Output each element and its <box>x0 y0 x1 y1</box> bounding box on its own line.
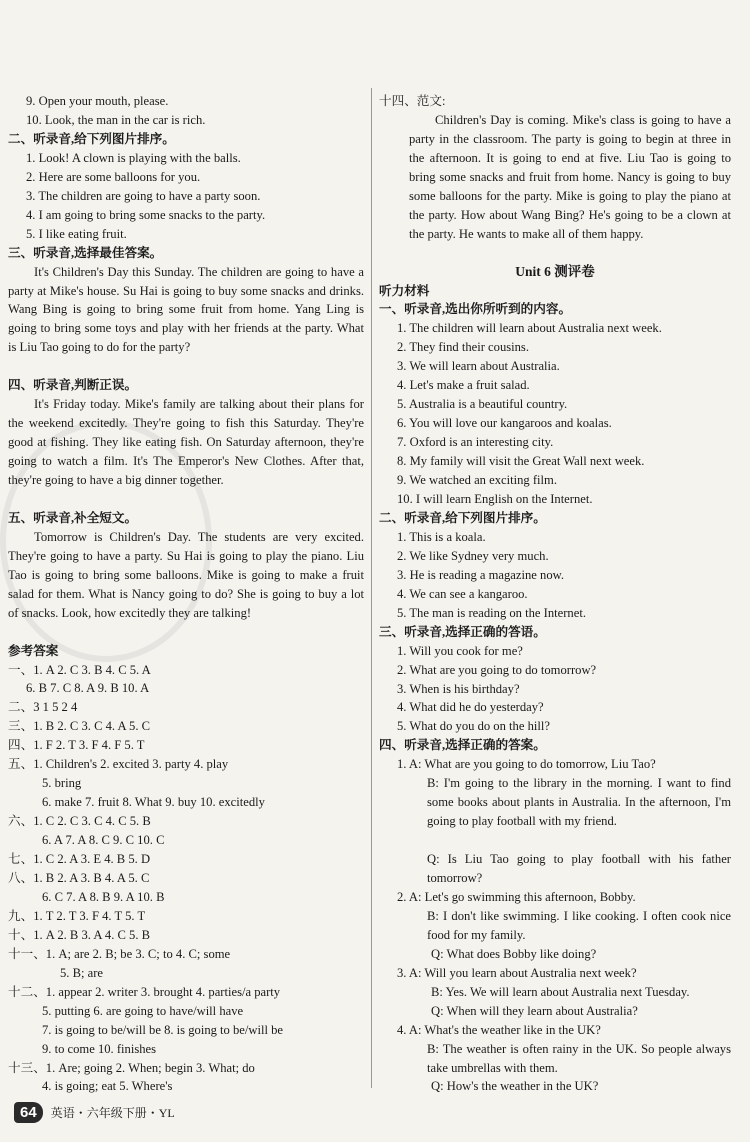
text-line: 2. They find their cousins. <box>397 340 529 355</box>
text-line: 7. is going to be/will be 8. is going to be/will be <box>42 1022 284 1037</box>
text-line: 9. to come 10. finishes <box>42 1041 157 1056</box>
text-line: B: Yes. We will learn about Australia next Tuesday. <box>431 984 690 999</box>
text-line: 五、1. Children's 2. excited 3. party 4. play <box>8 757 229 772</box>
text-line: 四、1. F 2. T 3. F 4. F 5. T <box>8 738 145 753</box>
text-line: 3. He is reading a magazine now. <box>397 567 565 582</box>
text-line: 5. B; are <box>60 965 104 980</box>
text-line: 5. bring <box>42 776 82 791</box>
left-column <box>8 92 364 1096</box>
section-heading: 听力材料 <box>379 283 430 298</box>
text-line: 一、1. A 2. C 3. B 4. C 5. A <box>8 662 151 677</box>
text-line: 1. The children will learn about Australia next week. <box>397 321 662 336</box>
text-line: Q: When will they learn about Australia? <box>431 1003 638 1018</box>
text-line: 10. I will learn English on the Internet. <box>397 491 593 506</box>
text-line: 2. What are you going to do tomorrow? <box>397 662 597 677</box>
text-line: 2. Here are some balloons for you. <box>26 169 201 184</box>
book-title: 英语・六年级下册・YL <box>50 1105 175 1120</box>
text-paragraph: Q: Is Liu Tao going to play football with his father tomorrow? <box>427 852 731 886</box>
text-line: 4. is going; eat 5. Where's <box>42 1079 173 1094</box>
text-line: 十一、1. A; are 2. B; be 3. C; to 4. C; some <box>8 946 231 961</box>
text-line: 5. What do you do on the hill? <box>397 719 550 734</box>
text-line: Q: How's the weather in the UK? <box>431 1079 599 1094</box>
text-line: 9. We watched an exciting film. <box>397 473 557 488</box>
text-paragraph: Children's Day is coming. Mike's class is going to have a party in the classroom. The party is going to begin at three in the afternoon. It is going to end at five. Liu Tao is going to bring some snacks and fruit from home. Nancy is going to buy some balloons for the party. Mike is going to play the piano at the party. How about Wang Bing? He's going to be a clown at the party. He wants to make all of them happy. <box>409 112 731 241</box>
text-line: 7. Oxford is an interesting city. <box>397 435 554 450</box>
page-footer <box>14 1100 175 1124</box>
text-line: 4. A: What's the weather like in the UK? <box>397 1022 601 1037</box>
right-column <box>379 92 731 1096</box>
text-line: 8. My family will visit the Great Wall next week. <box>397 454 645 469</box>
text-paragraph: It's Friday today. Mike's family are talking about their plans for the weekend excitedly. They're going to fish this Saturday. They're good at fishing. They like eating fish. On Saturday afternoon, they're going to watch a film. It's The Emperor's New Clothes. After that, they're going to have a big dinner together. <box>8 397 364 488</box>
section-heading: 参考答案 <box>8 643 59 658</box>
text-line: 5. Australia is a beautiful country. <box>397 397 568 412</box>
text-line: 4. We can see a kangaroo. <box>397 586 528 601</box>
text-line: 十二、1. appear 2. writer 3. brought 4. parties/a party <box>8 984 281 999</box>
text-line: 6. A 7. A 8. C 9. C 10. C <box>42 833 165 848</box>
text-line: 9. Open your mouth, please. <box>26 94 169 108</box>
text-line: 6. You will love our kangaroos and koalas. <box>397 416 612 431</box>
section-heading: 四、听录音,判断正误。 <box>8 378 138 393</box>
text-line: 2. We like Sydney very much. <box>397 548 549 563</box>
text-line: 1. Will you cook for me? <box>397 643 523 658</box>
text-line: 4. What did he do yesterday? <box>397 700 544 715</box>
text-line: 1. A: What are you going to do tomorrow, Liu Tao? <box>397 757 656 772</box>
text-line: 10. Look, the man in the car is rich. <box>26 112 206 127</box>
text-line: 2. A: Let's go swimming this afternoon, Bobby. <box>397 889 636 904</box>
text-line: 七、1. C 2. A 3. E 4. B 5. D <box>8 852 151 867</box>
text-line: 5. putting 6. are going to have/will have <box>42 1003 244 1018</box>
section-heading: 二、听录音,给下列图片排序。 <box>379 510 546 525</box>
text-line: 5. I like eating fruit. <box>26 226 127 241</box>
page-number: 64 <box>14 1102 43 1123</box>
section-heading: 三、听录音,选择正确的答语。 <box>379 624 546 639</box>
text-line: 三、1. B 2. C 3. C 4. A 5. C <box>8 719 151 734</box>
text-line: 3. We will learn about Australia. <box>397 359 560 374</box>
text-line: 二、3 1 5 2 4 <box>8 700 78 715</box>
text-line: 6. C 7. A 8. B 9. A 10. B <box>42 889 165 904</box>
section-heading: 五、听录音,补全短文。 <box>8 510 138 525</box>
text-line: 八、1. B 2. A 3. B 4. A 5. C <box>8 870 150 885</box>
section-heading: 四、听录音,选择正确的答案。 <box>379 738 546 753</box>
text-line: 十四、范文: <box>379 94 446 108</box>
text-line: 5. The man is reading on the Internet. <box>397 605 586 620</box>
text-line: 1. Look! A clown is playing with the balls. <box>26 150 241 165</box>
text-line: 十三、1. Are; going 2. When; begin 3. What; do <box>8 1060 255 1075</box>
text-line: 1. This is a koala. <box>397 529 486 544</box>
text-line: 3. When is his birthday? <box>397 681 520 696</box>
text-line: 4. I am going to bring some snacks to the party. <box>26 207 266 222</box>
text-line: 4. Let's make a fruit salad. <box>397 378 530 393</box>
text-line: 十、1. A 2. B 3. A 4. C 5. B <box>8 927 151 942</box>
text-line: 3. The children are going to have a party soon. <box>26 188 261 203</box>
text-line: 3. A: Will you learn about Australia next week? <box>397 965 637 980</box>
text-line: 6. make 7. fruit 8. What 9. buy 10. excitedly <box>42 795 265 810</box>
section-heading: 三、听录音,选择最佳答案。 <box>8 245 163 260</box>
text-paragraph: It's Children's Day this Sunday. The children are going to have a party at Mike's house. Su Hai is going to buy some snacks and drinks. Wang Bing is going to bring some fruit from home. Yang Ling is going to bring some toys and play with her friends at the party. What is Liu Tao going to do for the party? <box>8 264 364 355</box>
text-line: 九、1. T 2. T 3. F 4. T 5. T <box>8 908 146 923</box>
text-paragraph: B: I don't like swimming. I like cooking. I often cook nice food for my family. <box>427 908 731 942</box>
unit-title: Unit 6 测评卷 <box>515 263 595 279</box>
section-heading: 一、听录音,选出你所听到的内容。 <box>379 302 572 317</box>
text-line: 六、1. C 2. C 3. C 4. C 5. B <box>8 814 151 829</box>
text-paragraph: Tomorrow is Children's Day. The students are very excited. They're going to have a party. Su Hai is going to play the piano. Liu Tao is going to bring some balloons. Mike is going to make a fruit salad for them. What is Nancy going to do? She is going to buy a lot of snacks. Look, how excitedly they are talking! <box>8 529 364 620</box>
text-paragraph: B: I'm going to the library in the morning. I want to find some books about plants in Australia. In the afternoon, I'm going to play football with my friend. <box>427 776 731 829</box>
text-line: 6. B 7. C 8. A 9. B 10. A <box>26 681 150 696</box>
section-heading: 二、听录音,给下列图片排序。 <box>8 131 175 146</box>
text-paragraph: B: The weather is often rainy in the UK. So people always take umbrellas with them. <box>427 1041 731 1075</box>
column-divider <box>371 88 372 1088</box>
text-line: Q: What does Bobby like doing? <box>431 946 597 961</box>
